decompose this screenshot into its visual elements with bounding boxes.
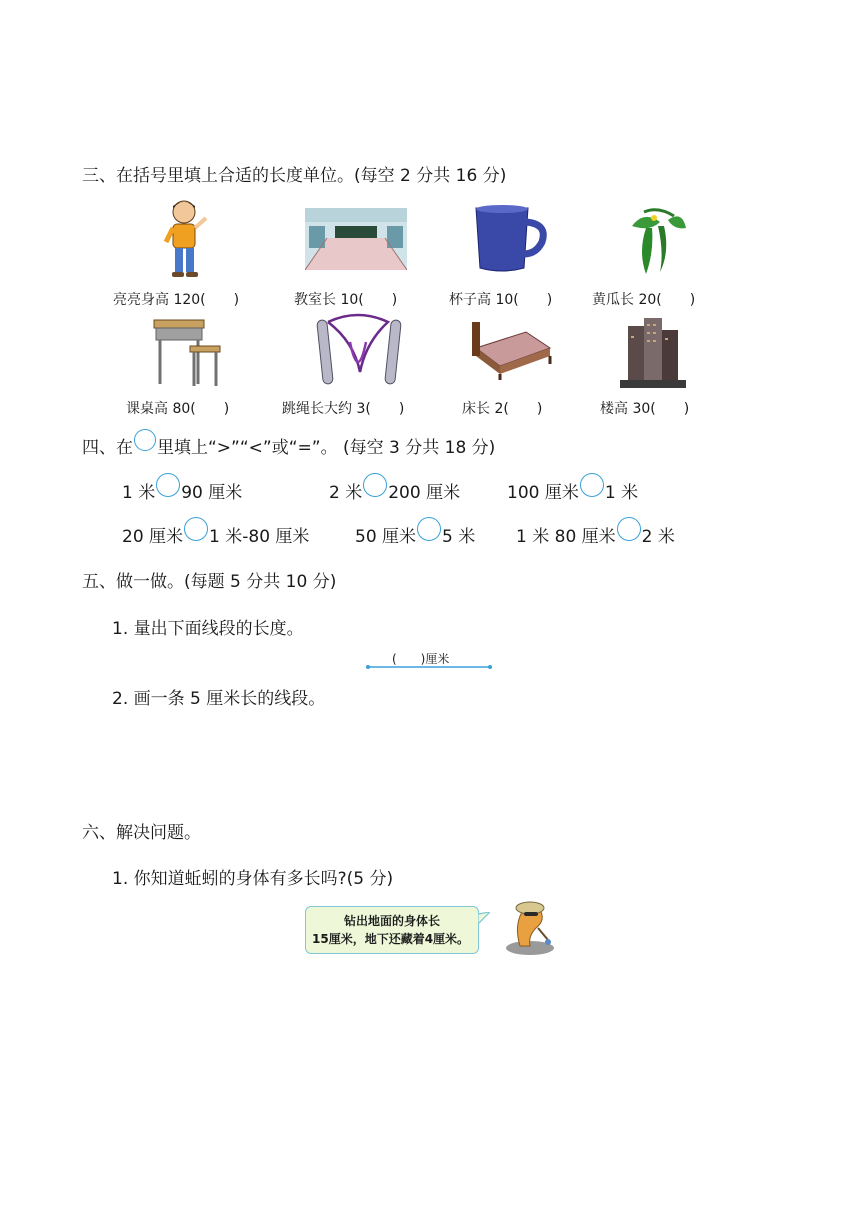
bubble-line-1: 钻出地面的身体长 <box>343 914 440 928</box>
answer-circle-3[interactable] <box>580 473 604 497</box>
bubble-line-2: 15厘米，地下还藏着4厘米。 <box>312 932 470 946</box>
bed-icon <box>470 318 552 380</box>
answer-circle-2[interactable] <box>363 473 387 497</box>
section4-title <box>82 433 495 458</box>
jump-rope-icon <box>310 312 406 388</box>
boy-icon <box>160 198 210 280</box>
earthworm-icon <box>500 898 556 956</box>
compare-left: 50 厘米 <box>355 527 417 547</box>
cup-icon <box>472 204 550 274</box>
caption-boy-height: 亮亮身高 120( ) <box>113 292 240 308</box>
section5-title: 五、做一做。(每题 5 分共 10 分) <box>82 572 337 592</box>
section5-question-2: 2. 画一条 5 厘米长的线段。 <box>112 689 326 709</box>
sample-circle-icon <box>134 429 156 451</box>
compare-3 <box>507 478 638 503</box>
compare-right: 1 米 <box>604 483 639 503</box>
compare-5 <box>355 522 475 547</box>
compare-1 <box>122 478 242 503</box>
answer-circle-4[interactable] <box>184 517 208 541</box>
compare-left: 1 米 80 厘米 <box>516 527 616 547</box>
compare-left: 1 米 <box>122 483 156 503</box>
speech-bubble <box>305 906 479 954</box>
caption-bed-length: 床长 2( ) <box>462 401 543 417</box>
caption-classroom-length: 教室长 10( ) <box>294 292 398 308</box>
caption-cucumber-length: 黄瓜长 20( ) <box>592 292 696 308</box>
caption-rope-length: 跳绳长大约 3( ) <box>282 401 405 417</box>
compare-right: 1 米-80 厘米 <box>209 527 310 547</box>
answer-circle-5[interactable] <box>417 517 441 541</box>
answer-circle-1[interactable] <box>156 473 180 497</box>
compare-right: 2 米 <box>641 527 675 547</box>
caption-cup-height: 杯子高 10( ) <box>449 292 553 308</box>
segment-label: ( )厘米 <box>392 652 450 666</box>
cucumber-icon <box>624 204 688 276</box>
section6-title: 六、解决问题。 <box>82 823 201 843</box>
compare-left: 100 厘米 <box>507 483 579 503</box>
line-segment <box>364 662 494 672</box>
compare-right: 200 厘米 <box>388 483 461 503</box>
compare-6 <box>516 522 675 547</box>
compare-left: 20 厘米 <box>122 527 184 547</box>
bubble-tail <box>478 912 490 926</box>
compare-right: 90 厘米 <box>181 483 243 503</box>
caption-desk-height: 课桌高 80( ) <box>126 401 230 417</box>
compare-left: 2 米 <box>329 483 363 503</box>
section4-title-before: 四、在 <box>82 438 133 458</box>
desk-icon <box>152 316 224 388</box>
section5-question-1: 1. 量出下面线段的长度。 <box>112 619 304 639</box>
compare-2 <box>329 478 460 503</box>
section4-title-after: 里填上“>”“<”或“=”。 (每空 3 分共 18 分) <box>157 438 496 458</box>
compare-right: 5 米 <box>442 527 476 547</box>
answer-circle-6[interactable] <box>617 517 641 541</box>
compare-4 <box>122 522 309 547</box>
caption-building-height: 楼高 30( ) <box>600 401 690 417</box>
section6-question-1: 1. 你知道蚯蚓的身体有多长吗?(5 分) <box>112 869 394 889</box>
building-icon <box>620 316 686 388</box>
classroom-icon <box>305 208 407 270</box>
section3-title: 三、在括号里填上合适的长度单位。(每空 2 分共 16 分) <box>82 166 507 186</box>
